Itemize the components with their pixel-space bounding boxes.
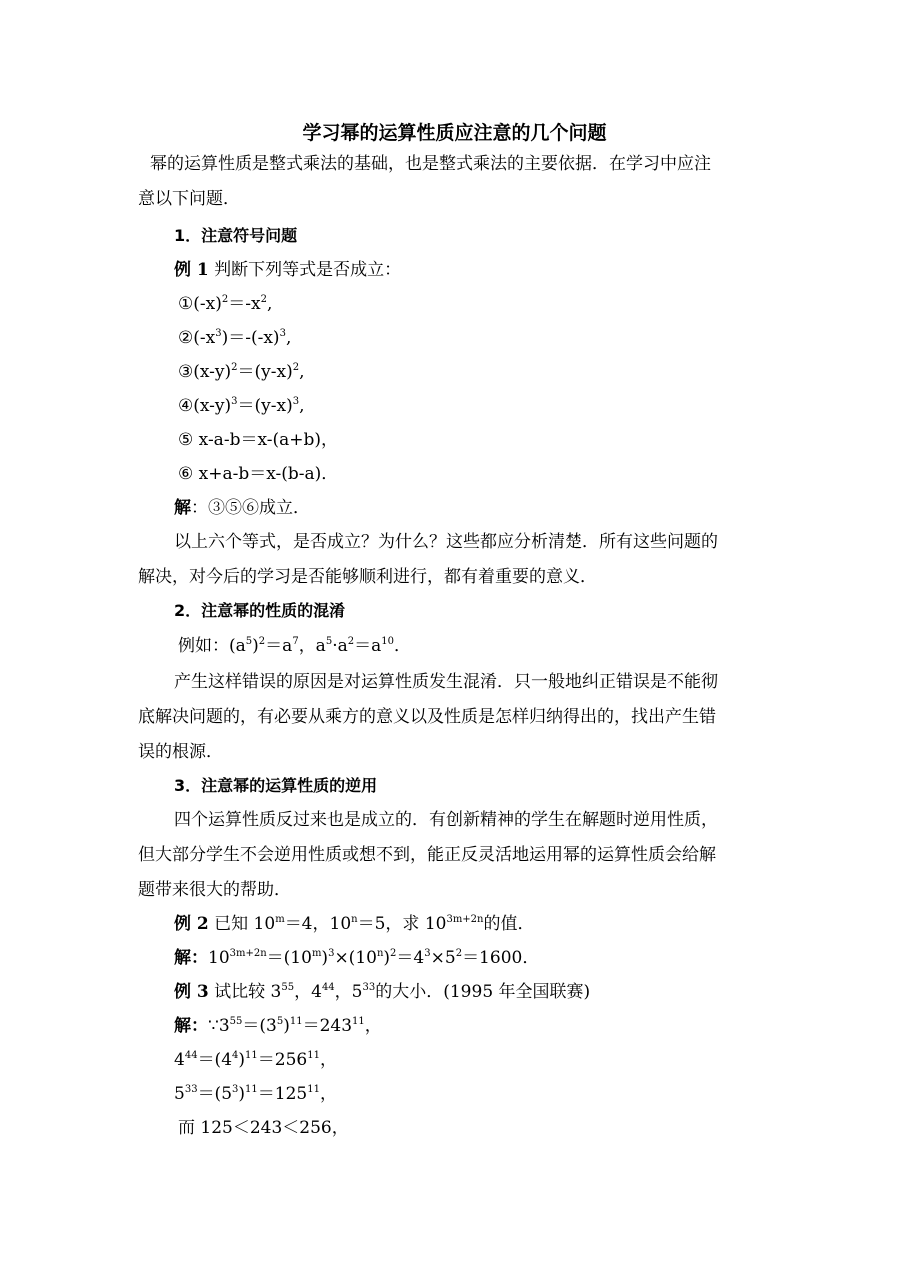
eq-part: ． <box>394 636 411 656</box>
equation-mark: ⑤ <box>178 430 194 450</box>
eq-part: ∵3 <box>208 1016 230 1036</box>
discussion-2-line-3: 误的根源． <box>138 742 223 762</box>
eq-part: , <box>299 396 305 416</box>
eq-part: , <box>299 362 305 382</box>
eq-part: ＝(y-x) <box>237 396 293 416</box>
equation-6 <box>178 462 338 486</box>
eq-part: 的值． <box>483 914 535 934</box>
example-1-label: 例 1 <box>174 260 209 280</box>
eq-exponent: 33 <box>184 1084 198 1095</box>
eq-exponent: 3 <box>328 948 335 959</box>
example-1 <box>174 258 401 282</box>
eq-part: ， <box>319 1050 337 1070</box>
eq-exponent: 4 <box>232 1050 239 1061</box>
intro-line-1: 幂的运算性质是整式乘法的基础，也是整式乘法的主要依据．在学习中应注 <box>150 154 711 174</box>
eq-part: ＝4 <box>396 948 425 968</box>
answer-1-text: ：③⑤⑥成立． <box>191 498 310 518</box>
equation-mark: ② <box>178 328 194 348</box>
eq-exponent: 2 <box>347 636 355 647</box>
example-2 <box>174 912 534 936</box>
discussion-3-line-1: 四个运算性质反过来也是成立的．有创新精神的学生在解题时逆用性质， <box>174 810 718 830</box>
equation-2 <box>178 326 291 350</box>
eq-part: , <box>285 328 292 348</box>
eq-part: ·a <box>332 636 348 656</box>
eq-part: ＝-x <box>228 294 261 314</box>
eq-part: 的大小．(1995 年全国联赛) <box>375 982 591 1002</box>
equation-3 <box>178 360 305 384</box>
eq-exponent: m <box>311 948 322 959</box>
example-section-2 <box>178 634 411 658</box>
eq-part: ＝4，10 <box>284 914 352 934</box>
eq-exponent: 2 <box>455 948 463 959</box>
eq-part: ＝(y-x) <box>237 362 293 382</box>
eq-part: (-x) <box>193 294 222 314</box>
eq-part: (a <box>229 636 246 656</box>
eq-part: 10 <box>208 948 230 968</box>
answer-3-line-1 <box>174 1014 382 1038</box>
eq-exponent: 10 <box>381 636 394 647</box>
equation-5 <box>178 428 338 452</box>
equation-mark: ③ <box>178 362 194 382</box>
eq-part: ，a <box>298 636 326 656</box>
eq-part: )＝-(-x) <box>221 328 280 348</box>
eq-part: ＝(4 <box>197 1050 233 1070</box>
eq-part: 5 <box>174 1084 185 1104</box>
equation-mark: ⑥ <box>178 464 194 484</box>
eq-part: ) <box>238 1050 246 1070</box>
eq-exponent: 11 <box>352 1016 365 1027</box>
answer-2-label: 解： <box>174 948 208 968</box>
eq-part: ＝243 <box>302 1016 353 1036</box>
eq-exponent: 2 <box>231 362 238 373</box>
eq-part: (x-y) <box>193 362 232 382</box>
eq-part: (x-y) <box>193 396 232 416</box>
eq-part: ×(10 <box>334 948 377 968</box>
eq-exponent: 3 <box>215 328 222 339</box>
eq-exponent: 44 <box>321 982 335 993</box>
eq-part: x-a-b＝x-(a+b)， <box>193 430 339 450</box>
answer-2 <box>174 946 539 970</box>
eq-part: ，5 <box>334 982 363 1002</box>
eq-exponent: 2 <box>221 294 229 305</box>
eq-part: ＝(5 <box>197 1084 233 1104</box>
eq-part: ) <box>321 948 329 968</box>
eq-exponent: 7 <box>292 636 299 647</box>
eq-exponent: 5 <box>276 1016 284 1027</box>
eq-part: ＝(10 <box>266 948 312 968</box>
eq-exponent: 55 <box>281 982 295 993</box>
example-prefix: 例如： <box>178 636 229 656</box>
answer-3-final: 而 125＜243＜256， <box>178 1118 349 1138</box>
equation-4 <box>178 394 305 418</box>
eq-part: , <box>266 294 273 314</box>
answer-3-line-2 <box>174 1048 337 1072</box>
answer-3-line-3 <box>174 1082 337 1106</box>
discussion-2-line-2: 底解决问题的，有必要从乘方的意义以及性质是怎样归纳得出的，找出产生错 <box>138 707 716 727</box>
eq-exponent: 5 <box>245 636 253 647</box>
eq-exponent: 11 <box>289 1016 303 1027</box>
eq-exponent: 11 <box>307 1050 320 1061</box>
discussion-1-line-1: 以上六个等式，是否成立？为什么？这些都应分析清楚．所有这些问题的 <box>174 532 718 552</box>
eq-exponent: 11 <box>245 1050 258 1061</box>
eq-exponent: 3m+2n <box>229 948 267 959</box>
eq-part: 已知 10 <box>208 914 276 934</box>
equation-mark: ① <box>178 294 194 314</box>
eq-part: ) <box>252 636 259 656</box>
eq-exponent: 2 <box>260 294 267 305</box>
section-2-heading: 2．注意幂的性质的混淆 <box>174 601 346 620</box>
eq-part: ) <box>238 1084 246 1104</box>
eq-exponent: n <box>351 914 358 925</box>
eq-part: ＝a <box>265 636 293 656</box>
eq-exponent: 2 <box>390 948 397 959</box>
example-3-label: 例 3 <box>174 982 209 1002</box>
answer-1-label: 解 <box>174 498 191 518</box>
eq-exponent: 2 <box>292 362 300 373</box>
eq-exponent: 44 <box>184 1050 198 1061</box>
eq-exponent: 11 <box>307 1084 320 1095</box>
eq-exponent: 3 <box>279 328 286 339</box>
discussion-1-line-2: 解决，对今后的学习是否能够顺利进行，都有着重要的意义． <box>138 567 597 587</box>
section-1-heading: 1．注意符号问题 <box>174 226 298 245</box>
eq-exponent: 11 <box>245 1084 258 1095</box>
eq-part: ＝125 <box>257 1084 308 1104</box>
answer-1 <box>174 496 310 520</box>
eq-part: ＝256 <box>257 1050 308 1070</box>
answer-3-label: 解： <box>174 1016 208 1036</box>
eq-part: ＝1600． <box>462 948 540 968</box>
eq-part: ＝5，求 10 <box>357 914 447 934</box>
eq-part: ) <box>383 948 391 968</box>
example-3 <box>174 980 590 1004</box>
eq-exponent: 3 <box>292 396 300 407</box>
intro-line-2: 意以下问题． <box>138 189 240 209</box>
eq-part: 4 <box>174 1050 185 1070</box>
example-2-label: 例 2 <box>174 914 209 934</box>
eq-part: ×5 <box>430 948 456 968</box>
eq-exponent: 3m+2n <box>446 914 484 925</box>
eq-exponent: 55 <box>229 1016 243 1027</box>
eq-exponent: 5 <box>325 636 333 647</box>
eq-part: ， <box>319 1084 337 1104</box>
eq-part: ， <box>364 1016 382 1036</box>
eq-exponent: 3 <box>231 396 238 407</box>
eq-part: ＝a <box>354 636 382 656</box>
eq-exponent: 33 <box>362 982 376 993</box>
discussion-2-line-1: 产生这样错误的原因是对运算性质发生混淆．只一般地纠正错误是不能彻 <box>174 672 718 692</box>
eq-part: x+a-b＝x-(b-a)． <box>193 464 339 484</box>
eq-part: ，4 <box>294 982 322 1002</box>
eq-part: ＝(3 <box>242 1016 277 1036</box>
example-1-text: 判断下列等式是否成立： <box>208 260 402 280</box>
document-title: 学习幂的运算性质应注意的几个问题 <box>302 122 607 144</box>
equation-1 <box>178 292 272 316</box>
eq-exponent: 2 <box>258 636 266 647</box>
equation-mark: ④ <box>178 396 194 416</box>
eq-exponent: 3 <box>232 1084 239 1095</box>
eq-part: (-x <box>193 328 216 348</box>
eq-exponent: m <box>275 914 285 925</box>
discussion-3-line-3: 题带来很大的帮助． <box>138 880 291 900</box>
eq-part: ) <box>283 1016 290 1036</box>
section-3-heading: 3．注意幂的运算性质的逆用 <box>174 776 378 795</box>
eq-part: 试比较 3 <box>208 982 282 1002</box>
eq-exponent: n <box>376 948 384 959</box>
eq-exponent: 3 <box>424 948 431 959</box>
discussion-3-line-2: 但大部分学生不会逆用性质或想不到，能正反灵活地运用幂的运算性质会给解 <box>138 845 716 865</box>
